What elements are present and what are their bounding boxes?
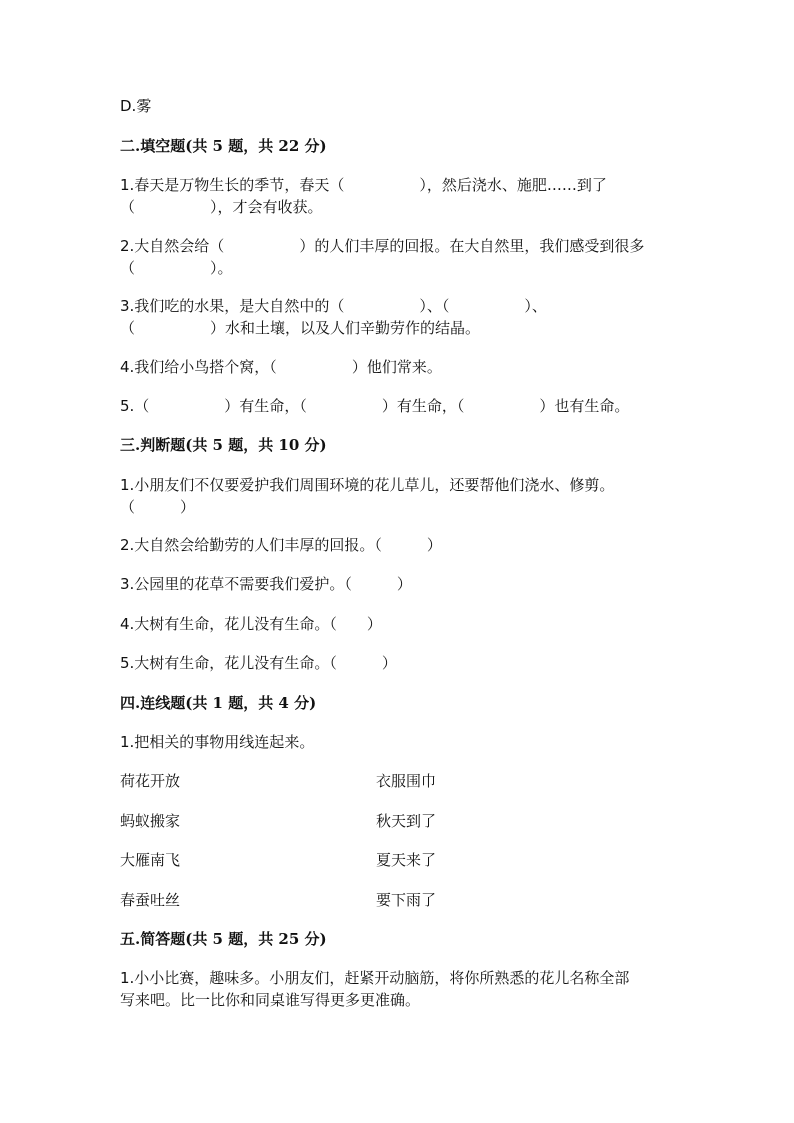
judge-q4: 4.大树有生命，花儿没有生命。（ ） [120,615,382,633]
fill-q3-line2: （ ）水和土壤，以及人们辛勤劳作的结晶。 [120,319,481,337]
judge-q1-line2: （ ） [120,498,196,516]
judge-q2: 2.大自然会给勤劳的人们丰厚的回报。（ ） [120,536,442,554]
fill-q4: 4.我们给小鸟搭个窝，（ ）他们常来。 [120,358,442,376]
fill-q2-line1: 2.大自然会给（ ）的人们丰厚的回报。在大自然里，我们感受到很多 [120,237,645,255]
option-d: D.雾 [120,97,152,115]
judge-q3: 3.公园里的花草不需要我们爱护。（ ） [120,575,412,593]
fill-q2-line2: （ ）。 [120,259,233,277]
match-left-item: 蚂蚁搬家 [120,812,181,830]
short-q1-line2: 写来吧。比一比你和同桌谁写得更多更准确。 [120,991,421,1009]
match-right-item: 夏天来了 [376,851,437,869]
section4-heading: 四.连线题(共 1 题，共 4 分) [120,694,317,712]
short-q1-line1: 1.小小比赛，趣味多。小朋友们，赶紧开动脑筋，将你所熟悉的花儿名称全部 [120,969,630,987]
fill-q1-line1: 1.春天是万物生长的季节，春天（ ），然后浇水、施肥……到了 [120,176,607,194]
judge-q5: 5.大树有生命，花儿没有生命。（ ） [120,654,397,672]
match-right-item: 要下雨了 [376,891,437,909]
match-q1: 1.把相关的事物用线连起来。 [120,733,315,751]
section3-heading: 三.判断题(共 5 题，共 10 分) [120,436,327,454]
match-left-item: 荷花开放 [120,772,181,790]
fill-q3-line1: 3.我们吃的水果，是大自然中的（ ）、（ ）、 [120,297,547,315]
section2-heading: 二.填空题(共 5 题，共 22 分) [120,137,327,155]
fill-q1-line2: （ ），才会有收获。 [120,198,323,216]
judge-q1-line1: 1.小朋友们不仅要爱护我们周围环境的花儿草儿，还要帮他们浇水、修剪。 [120,476,615,494]
section5-heading: 五.简答题(共 5 题，共 25 分) [120,930,327,948]
match-left-item: 春蚕吐丝 [120,891,181,909]
match-right-item: 衣服围巾 [376,772,437,790]
match-left-item: 大雁南飞 [120,851,181,869]
fill-q5: 5.（ ）有生命，（ ）有生命，（ ）也有生命。 [120,397,630,415]
match-right-item: 秋天到了 [376,812,437,830]
